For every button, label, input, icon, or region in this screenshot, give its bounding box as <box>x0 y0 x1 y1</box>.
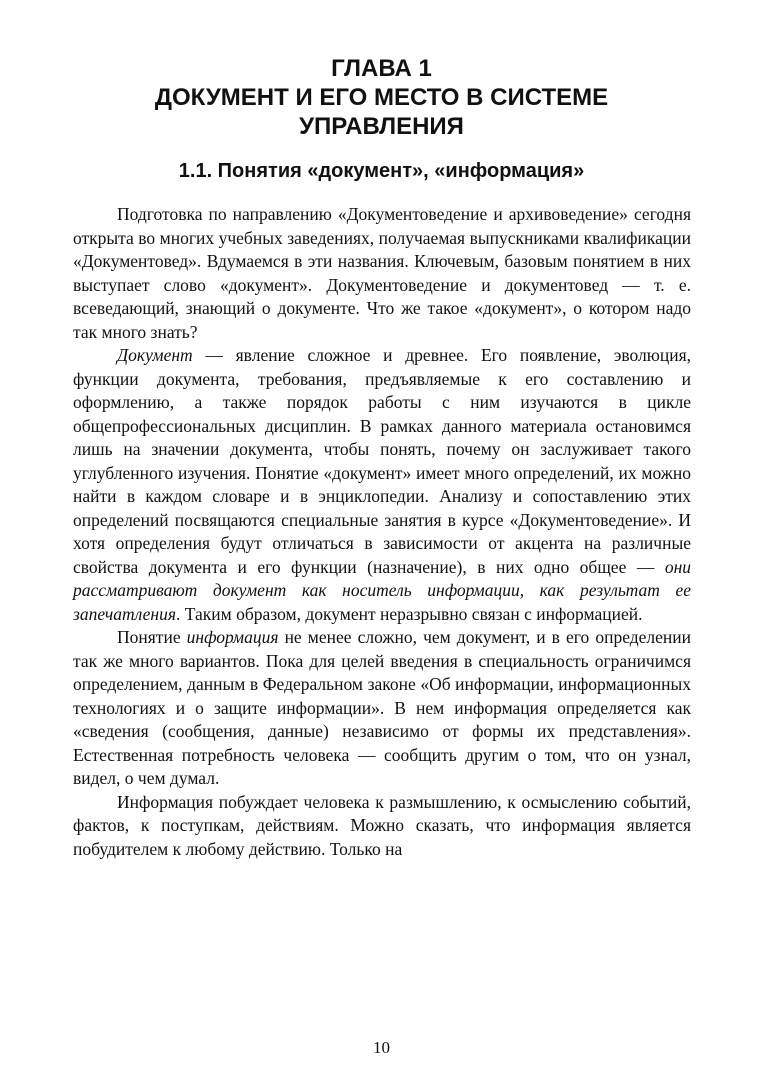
paragraph-2 <box>73 344 691 626</box>
paragraph-3 <box>73 626 691 791</box>
term-document: Документ <box>117 345 193 365</box>
paragraph-2-text: — явление сложное и древнее. Его появление, эволюция, функции документа, требования, предъявляемые к его составлению и оформлению, а также порядок работы с ним изучаются в цикле общепрофессиональных дисциплин. В рамках данного материала остановимся лишь на значении документа, чтобы понять, почему он заслуживает такого углубленного изучения. Понятие «документ» имеет много определений, их можно найти в каждом словаре и в энциклопедии. Анализу и сопоставлению этих определений посвящаются специальные занятия в курсе «Документоведение». И хотя определения будут отличаться в зависимости от акцента на различные свойства документа и его функции (назначение), в них одно общее — <box>73 345 691 577</box>
paragraph-1 <box>73 203 691 344</box>
paragraph-4-text: Информация побуждает человека к размышлению, к осмыслению событий, фактов, к поступкам, действиям. Можно сказать, что информация является побудителем к любому действию. Только на <box>73 791 691 859</box>
chapter-label: ГЛАВА 1 <box>331 55 432 82</box>
paragraph-3-text: не менее сложно, чем документ, и в его определении так же много вариантов. Пока для целей введения в специальность ограничимся определением, данным в Федеральном законе «Об информации, информационных технологиях и о защите информации». В нем информация определяется как «сведения (сообщения, данные) независимо от формы их представления». Естественная потребность человека — сообщить другим о том, что он узнал, видел, о чем думал. <box>73 627 691 788</box>
section-heading: 1.1. Понятия «документ», «информация» <box>178 160 585 182</box>
paragraph-2-end: . Таким образом, документ неразрывно связан с информацией. <box>176 603 643 624</box>
page-number: 10 <box>373 1038 390 1057</box>
emphasis-definition: они рассматривают документ как носитель информации, как результат ее запечатления <box>73 556 691 624</box>
chapter-title-line-1: ДОКУМЕНТ И ЕГО МЕСТО В СИСТЕМЕ <box>154 84 609 111</box>
paragraph-1-text: Подготовка по направлению «Документоведение и архивоведение» сегодня открыта во многих учебных заведениях, получаемая выпускниками квалификации «Документовед». Вдумаемся в эти названия. Ключевым, базовым понятием в них выступает слово «документ». Документоведение и документовед — т. е. всеведающий, знающий о документе. Что же такое «документ», о котором надо так много знать? <box>73 204 691 342</box>
paragraph-3-start: Понятие <box>117 627 187 647</box>
body-text <box>73 203 691 861</box>
paragraph-4 <box>73 791 691 862</box>
term-information: информация <box>186 627 279 647</box>
chapter-heading <box>60 54 703 141</box>
chapter-title-line-2: УПРАВЛЕНИЯ <box>299 113 464 140</box>
